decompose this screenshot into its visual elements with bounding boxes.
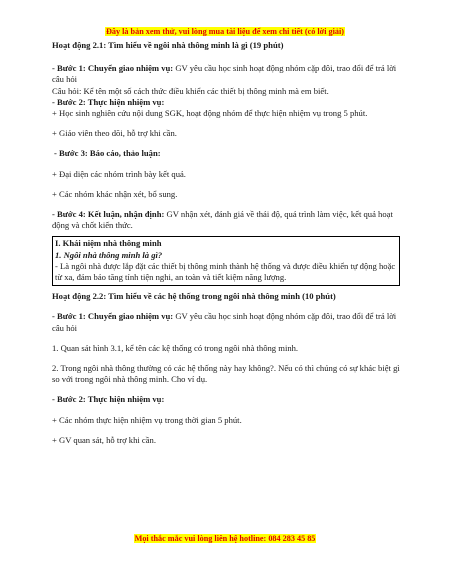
document-body [52,40,400,446]
summary-box-subtitle: 1. Ngôi nhà thông minh là gì? [55,249,163,260]
step4-text: GV nhận xét, đánh giá về thái độ, quá trình làm việc, kết quả hoạt động và chốt kiến thức. [52,209,393,231]
activity-2-1-step2-line2: + Giáo viên theo dõi, hỗ trợ khi cần. [52,128,177,139]
preview-notice-text: Đây là bản xem thử, vui lòng mua tài liệu để xem chi tiết (có lời giải) [105,27,344,36]
hotline-footer [0,534,450,543]
activity-2-2-step2-line2: + GV quan sát, hỗ trợ khi cần. [52,434,156,445]
step1-label: - Bước 1: Chuyển giao nhiệm vụ: [52,63,174,74]
activity-2-1-step1 [52,63,400,85]
activity-2-1-step3-label: - Bước 3: Báo cáo, thảo luận: [54,148,161,159]
activity-2-2-step1 [52,311,400,333]
activity-2-2-step1-text: GV yêu cầu học sinh hoạt động nhóm cặp đôi, trao đổi để trả lời câu hỏi [52,311,397,333]
preview-notice [0,27,450,36]
activity-2-1-step3-line1: + Đại diện các nhóm trình bày kết quả. [52,168,186,179]
activity-2-2-question-1: 1. Quan sát hình 3.1, kể tên các kệ thống có trong ngôi nhà thông minh. [52,342,299,353]
activity-2-1-step2-line1: + Học sinh nghiên cứu nội dung SGK, hoạt động nhóm để thực hiện nhiệm vụ trong 5 phút. [52,108,368,119]
summary-box [52,236,400,286]
activity-2-1-question: Câu hỏi: Kể tên một số cách thức điều khiển các thiết bị thông minh mà em biết. [52,85,329,96]
activity-2-2-question-2: 2. Trong ngôi nhà thông thường có các hệ thống này hay không?. Nếu có thì chúng có sự khác biệt gì so với trong ngôi nhà thông minh. Cho ví dụ. [52,363,400,385]
activity-2-2-title: Hoạt động 2.2: Tìm hiểu về các hệ thống trong ngôi nhà thông minh (10 phút) [52,291,336,302]
step1-text: GV yêu cầu học sinh hoạt động nhóm cặp đôi, trao đổi để trả lời câu hỏi [52,63,397,85]
summary-box-text: - Là ngôi nhà được lắp đặt các thiết bị thông minh thành hệ thống và được điều khiển tự động hoặc từ xa, đảm bảo tăng tính tiện nghi, an toàn và tiết kiệm năng lượng. [55,260,396,283]
activity-2-1-step2-label: - Bước 2: Thực hiện nhiệm vụ: [52,96,165,107]
activity-2-1-title: Hoạt động 2.1: Tìm hiểu về ngôi nhà thông minh là gì (19 phút) [52,40,284,50]
hotline-text: Mọi thắc mắc vui lòng liên hệ hotline: 084 283 45 85 [134,534,316,543]
activity-2-2-step2-label: - Bước 2: Thực hiện nhiệm vụ: [52,394,165,405]
activity-2-1-step3-line2: + Các nhóm khác nhận xét, bổ sung. [52,188,178,199]
summary-box-title: I. Khái niệm nhà thông minh [55,238,162,249]
activity-2-2-step1-label: - Bước 1: Chuyển giao nhiệm vụ: [52,311,174,322]
step4-label: - Bước 4: Kết luận, nhận định: [52,209,165,220]
activity-2-1-step4 [52,209,400,231]
activity-2-2-step2-line1: + Các nhóm thực hiện nhiệm vụ trong thời gian 5 phút. [52,414,242,425]
